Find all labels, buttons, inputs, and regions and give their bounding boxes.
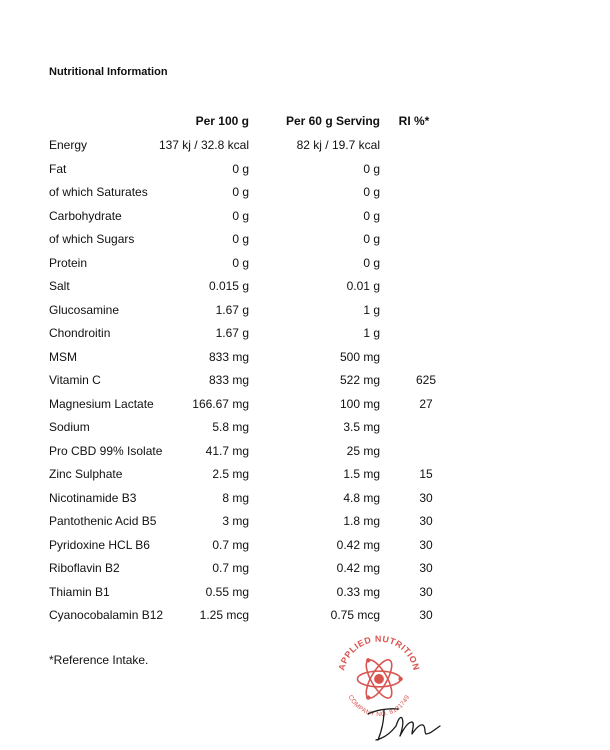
- nutrient-name: Thiamin B1: [49, 584, 110, 599]
- table-row: [0, 302, 610, 326]
- table-row: [0, 443, 610, 467]
- value-ri: 15: [419, 467, 433, 481]
- table-row: [0, 396, 610, 420]
- table-row: [0, 513, 610, 537]
- table-row: [0, 278, 610, 302]
- value-ri: 27: [419, 396, 433, 411]
- table-row: [0, 537, 610, 561]
- handwritten-signature: [362, 696, 444, 744]
- nutrient-name: Glucosamine: [49, 302, 120, 317]
- value-per-serving: 25 mg: [346, 443, 380, 458]
- column-header-ri: RI %*: [398, 114, 430, 128]
- value-per-100g: 5.8 mg: [212, 420, 249, 434]
- nutrient-name: Magnesium Lactate: [49, 396, 154, 411]
- value-per-serving: 1 g: [363, 326, 380, 340]
- value-per-serving: 0.75 mcg: [330, 608, 380, 622]
- column-header-per-100g: Per 100 g: [195, 114, 249, 128]
- nutrient-name: Fat: [49, 161, 67, 176]
- table-row: [0, 208, 610, 232]
- value-per-serving: 3.5 mg: [343, 420, 380, 434]
- table-row: [0, 161, 610, 185]
- value-per-100g: 41.7 mg: [205, 443, 249, 458]
- value-per-serving: 0 g: [363, 161, 380, 176]
- nutrient-name: Energy: [49, 138, 88, 152]
- column-header-per-serving: Per 60 g Serving: [285, 114, 380, 128]
- value-ri: 30: [419, 584, 433, 599]
- table-row: [0, 137, 610, 161]
- value-per-serving: 0 g: [363, 255, 380, 270]
- value-per-serving: 0 g: [363, 232, 380, 246]
- value-ri: 30: [419, 561, 433, 575]
- page-title: Nutritional Information: [49, 66, 168, 78]
- value-per-100g: 0 g: [232, 255, 249, 270]
- table-row: [0, 325, 610, 349]
- table-row: [0, 490, 610, 514]
- table-row: [0, 372, 610, 396]
- nutrient-name: Sodium: [49, 420, 90, 434]
- nutrition-table: [0, 137, 610, 631]
- nutrient-name: of which Saturates: [49, 185, 148, 199]
- stamp-top-text: APPLIED NUTRITION: [336, 633, 422, 672]
- nutrient-name: Chondroitin: [49, 326, 111, 340]
- value-per-serving: 0.42 mg: [336, 537, 380, 552]
- value-per-100g: 0 g: [232, 161, 249, 176]
- value-per-100g: 1.67 g: [215, 302, 249, 317]
- nutrient-name: of which Sugars: [49, 232, 135, 246]
- value-per-serving: 500 mg: [339, 349, 380, 364]
- value-per-100g: 1.67 g: [215, 326, 249, 340]
- nutrient-name: Salt: [49, 279, 70, 293]
- value-per-100g: 833 mg: [208, 349, 249, 364]
- value-per-serving: 0.33 mg: [336, 584, 380, 599]
- value-per-serving: 0 g: [363, 185, 380, 199]
- table-row: [0, 184, 610, 208]
- value-per-serving: 0.01 g: [346, 279, 380, 293]
- table-row: [0, 255, 610, 279]
- nutrient-name: Nicotinamide B3: [49, 490, 137, 505]
- value-per-100g: 0.7 mg: [212, 537, 249, 552]
- nutrient-name: Zinc Sulphate: [49, 467, 123, 481]
- nutrient-name: Vitamin C: [49, 373, 101, 387]
- nutrient-name: Pantothenic Acid B5: [49, 514, 157, 528]
- value-per-serving: 522 mg: [339, 373, 380, 387]
- value-ri: 30: [419, 490, 433, 505]
- table-row: [0, 607, 610, 631]
- value-per-100g: 1.25 mcg: [199, 608, 249, 622]
- value-per-100g: 0 g: [232, 232, 249, 246]
- nutrient-name: Pyridoxine HCL B6: [49, 537, 150, 552]
- stamp-bottom-text: COMPANY NO. 8131749: [346, 693, 412, 719]
- table-row: [0, 231, 610, 255]
- value-per-100g: 8 mg: [222, 490, 249, 505]
- table-row: [0, 349, 610, 373]
- nutrient-name: Carbohydrate: [49, 208, 122, 223]
- value-per-serving: 82 kj / 19.7 kcal: [296, 138, 380, 152]
- reference-intake-footnote: *Reference Intake.: [49, 653, 149, 667]
- value-per-100g: 0 g: [232, 208, 249, 223]
- value-per-serving: 1.8 mg: [343, 514, 380, 528]
- value-per-100g: 0 g: [232, 185, 249, 199]
- value-per-serving: 1.5 mg: [343, 467, 380, 481]
- table-row: [0, 419, 610, 443]
- nutrient-name: Cyanocobalamin B12: [49, 608, 164, 622]
- value-per-serving: 4.8 mg: [343, 490, 380, 505]
- value-ri: 30: [419, 608, 433, 622]
- value-per-100g: 3 mg: [222, 514, 249, 528]
- table-row: [0, 584, 610, 608]
- value-ri: 625: [415, 373, 437, 387]
- value-ri: 30: [419, 514, 433, 528]
- value-per-100g: 0.015 g: [208, 279, 249, 293]
- nutrient-name: Pro CBD 99% Isolate: [49, 443, 163, 458]
- value-per-100g: 166.67 mg: [192, 396, 249, 411]
- value-per-100g: 2.5 mg: [212, 467, 249, 481]
- nutrient-name: Riboflavin B2: [49, 561, 120, 575]
- value-per-serving: 0.42 mg: [336, 561, 380, 575]
- value-per-serving: 100 mg: [339, 396, 380, 411]
- nutrient-name: Protein: [49, 255, 88, 270]
- table-row: [0, 560, 610, 584]
- value-ri: 30: [419, 537, 433, 552]
- value-per-100g: 137 kj / 32.8 kcal: [158, 138, 249, 152]
- value-per-serving: 0 g: [363, 208, 380, 223]
- value-per-serving: 1 g: [363, 302, 380, 317]
- nutrient-name: MSM: [49, 349, 77, 364]
- table-row: [0, 466, 610, 490]
- value-per-100g: 833 mg: [208, 373, 249, 387]
- value-per-100g: 0.55 mg: [205, 584, 249, 599]
- value-per-100g: 0.7 mg: [212, 561, 249, 575]
